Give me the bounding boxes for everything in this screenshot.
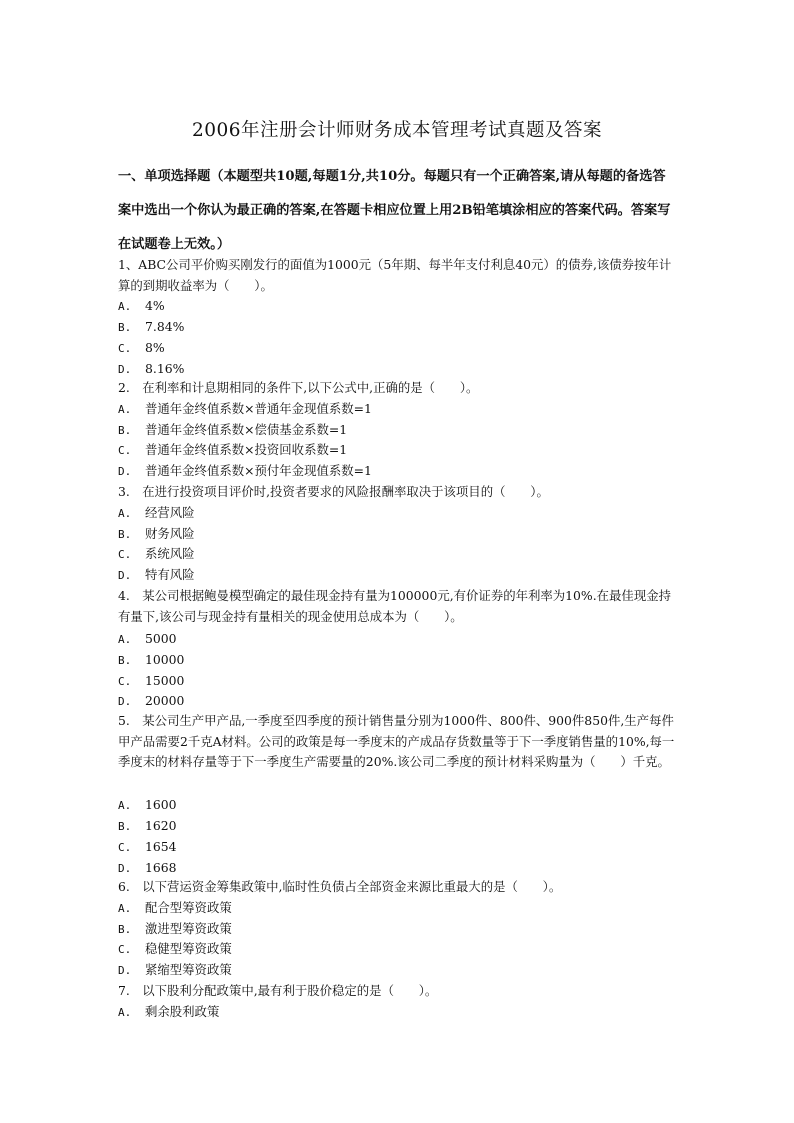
question-5-option-a bbox=[118, 795, 678, 817]
question-4-option-c bbox=[118, 671, 678, 693]
option-letter: D. bbox=[118, 862, 132, 875]
question-2-text: 2. 在利率和计息期相同的条件下,以下公式中,正确的是（ ）。 bbox=[118, 380, 479, 395]
question-3-option-c bbox=[118, 544, 678, 566]
question-3-option-a bbox=[118, 503, 678, 525]
question-4-option-d bbox=[118, 691, 678, 713]
option-text: 20000 bbox=[145, 693, 185, 708]
option-letter: D. bbox=[118, 695, 132, 708]
question-6-option-b bbox=[118, 919, 678, 941]
option-letter: B. bbox=[118, 654, 132, 667]
option-text: 系统风险 bbox=[145, 546, 195, 561]
question-5-option-b bbox=[118, 816, 678, 838]
question-7-text: 7. 以下股利分配政策中,最有利于股价稳定的是（ ）。 bbox=[118, 983, 438, 998]
option-text: 财务风险 bbox=[145, 526, 195, 541]
option-text: 8.16% bbox=[145, 361, 185, 376]
option-letter: A. bbox=[118, 1006, 132, 1019]
option-text: 紧缩型筹资政策 bbox=[145, 962, 232, 977]
option-text: 10000 bbox=[145, 652, 185, 667]
option-letter: A. bbox=[118, 633, 132, 646]
option-letter: C. bbox=[118, 943, 132, 956]
question-2-option-c bbox=[118, 440, 678, 462]
section-heading: 一、单项选择题（本题型共10题,每题1分,共10分。每题只有一个正确答案,请从每题的备选答案中选出一个你认为最正确的答案,在答题卡相应位置上用2B铅笔填涂相应的答案代码。答案写在试题卷上无效。） bbox=[118, 169, 671, 252]
question-6-option-a bbox=[118, 898, 678, 920]
question-4-option-b bbox=[118, 650, 678, 672]
option-text: 剩余股利政策 bbox=[145, 1004, 220, 1019]
option-text: 8% bbox=[145, 340, 165, 355]
option-letter: B. bbox=[118, 321, 132, 334]
option-letter: B. bbox=[118, 424, 132, 437]
question-3-option-d bbox=[118, 565, 678, 587]
option-text: 普通年金终值系数×普通年金现值系数=1 bbox=[145, 401, 372, 416]
option-text: 1620 bbox=[145, 818, 177, 833]
option-text: 15000 bbox=[145, 673, 185, 688]
document-title: 2006年注册会计师财务成本管理考试真题及答案 bbox=[191, 120, 603, 141]
question-1-option-b bbox=[118, 317, 678, 339]
option-letter: D. bbox=[118, 465, 132, 478]
question-7-option-a bbox=[118, 1002, 678, 1024]
option-letter: C. bbox=[118, 675, 132, 688]
question-4-option-a bbox=[118, 629, 678, 651]
question-6-option-c bbox=[118, 939, 678, 961]
option-letter: C. bbox=[118, 342, 132, 355]
option-letter: A. bbox=[118, 507, 132, 520]
option-letter: C. bbox=[118, 548, 132, 561]
question-6-option-d bbox=[118, 960, 678, 982]
option-letter: D. bbox=[118, 363, 132, 376]
option-text: 4% bbox=[145, 298, 165, 313]
option-text: 1668 bbox=[145, 860, 177, 875]
option-text: 5000 bbox=[145, 631, 177, 646]
option-text: 普通年金终值系数×偿债基金系数=1 bbox=[145, 422, 348, 437]
option-text: 特有风险 bbox=[145, 567, 195, 582]
question-1-option-a bbox=[118, 296, 678, 318]
question-5-option-c bbox=[118, 837, 678, 859]
question-4-text: 4. 某公司根据鲍曼模型确定的最佳现金持有量为100000元,有价证券的年利率为10%.在最佳现金持有量下,该公司与现金持有量相关的现金使用总成本为（ ）。 bbox=[118, 588, 671, 624]
option-letter: B. bbox=[118, 820, 132, 833]
question-1-option-c bbox=[118, 338, 678, 360]
option-letter: D. bbox=[118, 569, 132, 582]
option-letter: B. bbox=[118, 528, 132, 541]
option-letter: B. bbox=[118, 923, 132, 936]
question-3-text: 3. 在进行投资项目评价时,投资者要求的风险报酬率取决于该项目的（ ）。 bbox=[118, 484, 549, 499]
question-2-option-a bbox=[118, 399, 678, 421]
option-letter: A. bbox=[118, 300, 132, 313]
option-letter: A. bbox=[118, 902, 132, 915]
option-text: 1654 bbox=[145, 839, 177, 854]
option-text: 普通年金终值系数×投资回收系数=1 bbox=[145, 442, 348, 457]
question-2-option-b bbox=[118, 420, 678, 442]
option-text: 7.84% bbox=[145, 319, 185, 334]
option-text: 经营风险 bbox=[145, 505, 195, 520]
option-text: 普通年金终值系数×预付年金现值系数=1 bbox=[145, 463, 372, 478]
option-letter: C. bbox=[118, 841, 132, 854]
question-1-text: 1、ABC公司平价购买刚发行的面值为1000元（5年期、每半年支付利息40元）的债券,该债券按年计算的到期收益率为（ ）。 bbox=[118, 257, 672, 293]
option-letter: A. bbox=[118, 403, 132, 416]
question-3-option-b bbox=[118, 524, 678, 546]
option-letter: D. bbox=[118, 964, 132, 977]
option-letter: C. bbox=[118, 444, 132, 457]
question-5-text: 5. 某公司生产甲产品,一季度至四季度的预计销售量分别为1000件、800件、900件850件,生产每件甲产品需要2千克A材料。公司的政策是每一季度末的产成品存货数量等于下一季度销售量的10%,每一季度末的材料存量等于下一季度生产需要量的20%.该公司二季度的预计材料采购量为（ ）千克。 bbox=[118, 713, 675, 769]
option-letter: A. bbox=[118, 799, 132, 812]
option-text: 稳健型筹资政策 bbox=[145, 941, 232, 956]
option-text: 激进型筹资政策 bbox=[145, 921, 232, 936]
option-text: 配合型筹资政策 bbox=[145, 900, 232, 915]
question-2-option-d bbox=[118, 461, 678, 483]
question-6-text: 6. 以下营运资金筹集政策中,临时性负债占全部资金来源比重最大的是（ ）。 bbox=[118, 879, 562, 894]
option-text: 1600 bbox=[145, 797, 177, 812]
